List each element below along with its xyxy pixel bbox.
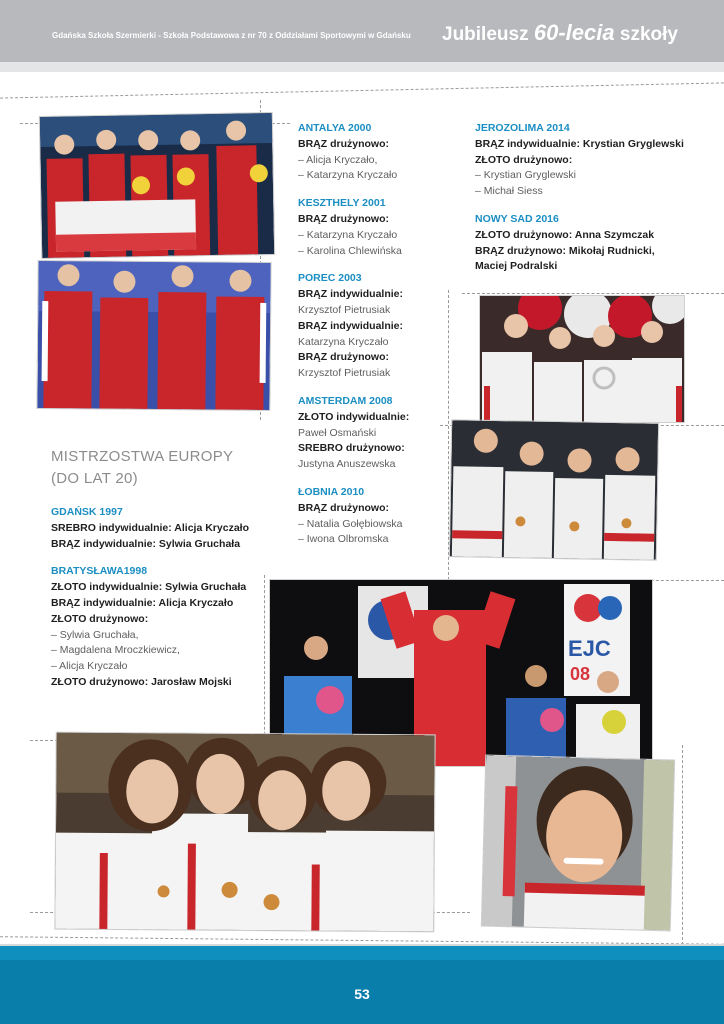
photo-four-men-medals bbox=[450, 420, 658, 560]
results-column-left bbox=[51, 505, 249, 691]
result-line: BRĄZ drużynowo: bbox=[298, 351, 389, 364]
page-number: 53 bbox=[354, 986, 370, 1002]
photo-four-women-medals bbox=[55, 733, 434, 932]
result-line: BRĄZ indywidualnie: bbox=[298, 288, 403, 301]
results-column-middle bbox=[298, 121, 409, 548]
result-line: SREBRO indywidualnie: Alicja Kryczało bbox=[51, 521, 249, 534]
event-heading: ANTALYA 2000 bbox=[298, 122, 372, 134]
result-line: – Katarzyna Kryczało bbox=[298, 169, 398, 182]
result-line: Maciej Podralski bbox=[475, 260, 558, 273]
result-line: – Magdalena Mroczkiewicz, bbox=[51, 644, 180, 657]
result-line: BRĄZ indywidualnie: Krystian Gryglewski bbox=[475, 137, 684, 150]
photo-smiling-woman-image bbox=[482, 756, 674, 931]
event-heading: JEROZOLIMA 2014 bbox=[475, 122, 570, 134]
result-line: – Alicja Kryczało, bbox=[298, 153, 378, 166]
photo-team-with-flag bbox=[40, 113, 274, 258]
guide-line bbox=[264, 575, 265, 755]
result-line: BRĄZ drużynowo: bbox=[298, 212, 389, 225]
result-line: – Sylwia Gruchała, bbox=[51, 628, 139, 641]
result-line: – Krystian Gryglewski bbox=[475, 169, 576, 182]
photo-smiling-woman bbox=[482, 756, 674, 931]
ejc-year-sign: 08 bbox=[570, 664, 591, 684]
event-heading: GDAŃSK 1997 bbox=[51, 506, 123, 518]
result-line: BRĄZ drużynowo: bbox=[298, 501, 389, 514]
result-line: Katarzyna Kryczało bbox=[298, 335, 389, 348]
result-line: – Natalia Gołębiowska bbox=[298, 517, 403, 530]
event-heading: AMSTERDAM 2008 bbox=[298, 394, 393, 407]
result-line: ZŁOTO indywidualnie: Sylwia Gruchała bbox=[51, 581, 247, 594]
header-band bbox=[0, 62, 724, 72]
photo-four-fencers bbox=[37, 261, 270, 410]
jubilee-title-number: 60-lecia bbox=[533, 20, 615, 45]
photo-team-with-flag-image bbox=[40, 113, 274, 258]
result-line: – Katarzyna Kryczało bbox=[298, 228, 398, 241]
results-column-right bbox=[475, 121, 684, 275]
guide-line bbox=[682, 745, 683, 945]
photo-team-with-balloons-image bbox=[480, 296, 684, 422]
guide-line bbox=[0, 82, 724, 98]
ejc-sign: EJC bbox=[568, 636, 611, 661]
result-line: – Michał Siess bbox=[475, 185, 543, 198]
result-line: ZŁOTO drużynowo: Jarosław Mojski bbox=[51, 675, 232, 688]
section-title-line2: (DO LAT 20) bbox=[51, 470, 138, 487]
result-line: BRĄZ indywidualnie: Sylwia Gruchała bbox=[51, 537, 241, 550]
result-line: ZŁOTO drużynowo: bbox=[475, 153, 573, 166]
result-line: Justyna Anuszewska bbox=[298, 458, 396, 471]
result-line: ZŁOTO indywidualnie: bbox=[298, 410, 410, 423]
photo-four-fencers-image bbox=[37, 261, 270, 410]
result-line: BRĄZ indywidualnie: Alicja Kryczało bbox=[51, 596, 234, 609]
event-heading: NOWY SAD 2016 bbox=[475, 212, 559, 225]
guide-line bbox=[462, 293, 724, 294]
event-heading: BRATYSŁAWA1998 bbox=[51, 565, 148, 578]
section-title bbox=[51, 446, 233, 490]
jubilee-title-post: szkoły bbox=[614, 24, 678, 45]
result-line: SREBRO drużynowo: bbox=[298, 442, 405, 455]
guide-line bbox=[448, 290, 449, 580]
result-line: BRĄZ drużynowo: Mikołaj Rudnicki, bbox=[475, 244, 655, 257]
jubilee-title bbox=[442, 20, 678, 46]
photo-team-with-balloons bbox=[480, 296, 684, 422]
photo-four-women-medals-image bbox=[55, 733, 434, 932]
result-line: BRĄZ indywidualnie: bbox=[298, 319, 403, 332]
result-line: BRĄZ drużynowo: bbox=[298, 137, 389, 150]
section-title-line1: MISTRZOSTWA EUROPY bbox=[51, 448, 234, 465]
result-line: Krzysztof Pietrusiak bbox=[298, 367, 391, 380]
result-line: Krzysztof Pietrusiak bbox=[298, 303, 391, 316]
result-line: ZŁOTO drużynowo: bbox=[51, 612, 149, 625]
result-line: – Iwona Olbromska bbox=[298, 533, 389, 546]
event-heading: POREC 2003 bbox=[298, 272, 362, 285]
event-heading: ŁOBNIA 2010 bbox=[298, 485, 365, 498]
event-heading: KESZTHELY 2001 bbox=[298, 197, 386, 210]
result-line: Paweł Osmański bbox=[298, 426, 377, 439]
photo-four-men-medals-image bbox=[450, 420, 658, 560]
jubilee-title-pre: Jubileusz bbox=[442, 24, 534, 45]
result-line: – Karolina Chlewińska bbox=[298, 244, 402, 257]
result-line: ZŁOTO drużynowo: Anna Szymczak bbox=[475, 228, 655, 241]
school-name: Gdańska Szkoła Szermierki - Szkoła Podstawowa z nr 70 z Oddziałami Sportowymi w Gdańsku bbox=[52, 31, 411, 40]
result-line: – Alicja Kryczało bbox=[51, 660, 128, 673]
